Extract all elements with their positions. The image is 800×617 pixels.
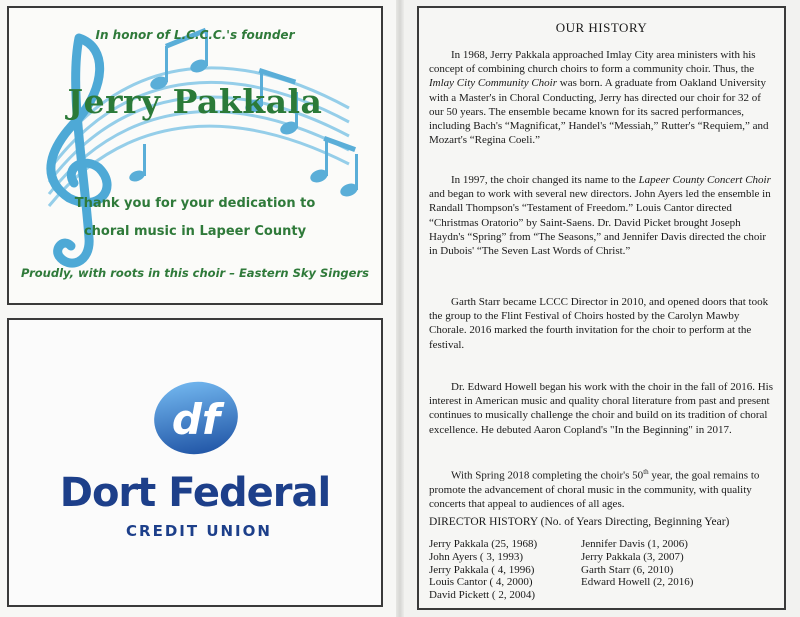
brand-name: Dort Federal <box>59 470 331 516</box>
sponsor-line: Proudly, with roots in this choir – Eastern Sky Singers <box>21 266 369 280</box>
page-fold <box>396 0 404 617</box>
history-box <box>417 6 786 610</box>
thanks-line-2: choral music in Lapeer County <box>83 224 307 239</box>
list-item: David Pickett ( 2, 2004) <box>429 589 536 602</box>
history-paragraph-4: Dr. Edward Howell began his work with the choir in the fall of 2016. His interest in American music and quality choral literature from past and present continues to musically challenge the choir and build on its tradition of choral excellence. He debuted Aaron Copland's "In the Beginning" in 2017. <box>429 381 773 436</box>
honor-line: In honor of L.C.C.C.'s founder <box>95 28 295 42</box>
history-paragraph-5: With Spring 2018 completing the choir's 50th year, the goal remains to promote the advancement of choral music in the community, with quality concerts that appeal to audiences of all ages. <box>429 468 760 511</box>
music-notes-illustration <box>9 8 381 303</box>
tribute-ad <box>7 6 383 305</box>
sponsor-ad <box>7 318 383 607</box>
history-paragraph-2: In 1997, the choir changed its name to the Lapeer County Concert Choir and began to work with several new directors. John Ayers led the ensemble in Randall Thompson's “Testament of Freedom.” Louis Cantor directed “Christmas Oratorio” by Saint-Saens. Dr. David Picket brought Joseph Haydn's “Spring” from “The Seasons,” and Jennifer Davis directed the choir in Dubois' “The Seven Last Words of Christ.” <box>429 174 771 258</box>
history-paragraph-3: Garth Starr became LCCC Director in 2010, and opened doors that took the group to the Flint Festival of Choirs hosted by the Carolyn Mawby Chorale. 2016 marked the fourth invitation for the choir to perform at the festival. <box>429 296 769 351</box>
list-item: John Ayers ( 3, 1993) Jerry Pakkala (3, 2007) <box>429 550 684 563</box>
thanks-line-1: Thank you for your dedication to <box>74 196 316 211</box>
director-list <box>429 538 774 602</box>
history-title: OUR HISTORY <box>555 20 648 35</box>
director-history-title: DIRECTOR HISTORY (No. of Years Directing, Beginning Year) <box>429 516 730 528</box>
list-item: Jerry Pakkala (25, 1968) Jennifer Davis (1, 2006) <box>429 538 688 550</box>
df-logo-icon <box>151 378 241 458</box>
list-item: Jerry Pakkala ( 4, 1996) Garth Starr (6, 2010) <box>429 563 674 576</box>
list-item: Louis Cantor ( 4, 2000) Edward Howell (2, 2016) <box>429 576 694 589</box>
history-paragraph-1: In 1968, Jerry Pakkala approached Imlay City area ministers with his concept of combining church choirs to form a community choir. Thus, the Imlay City Community Choir was born. A graduate from Oakland University with a Master's in Choral Conducting, Jerry has directed our choir for 32 of our 50 years. The ensemble became known for its sacred performances, including Bach's “Magnificat,” Handel's “Messiah,” Rutter's “Requiem,” and Mozart's “Regina Coeli.” <box>429 49 769 147</box>
logo-letters: df <box>171 395 221 444</box>
brand-subtitle: CREDIT UNION <box>126 522 272 540</box>
honoree-name: Jerry Pakkala <box>67 82 323 121</box>
